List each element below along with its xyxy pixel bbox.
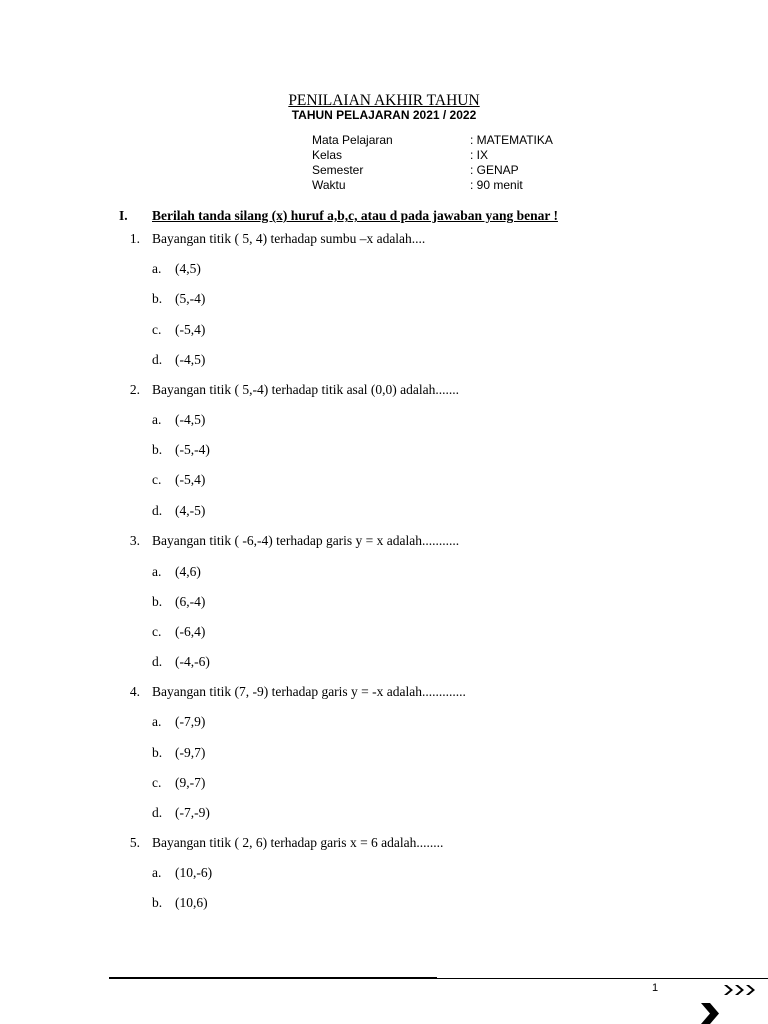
option-letter: a.	[152, 261, 162, 276]
option-letter: d.	[152, 352, 163, 367]
option-text: (-4,-6)	[175, 654, 210, 669]
info-label: Waktu	[312, 178, 346, 192]
triple-chevron-icon	[723, 984, 761, 996]
option-text: (4,-5)	[175, 503, 206, 518]
question-number: 1.	[129, 231, 140, 246]
option-letter: a.	[152, 865, 162, 880]
option-text: (-7,9)	[175, 714, 206, 729]
info-value: : 90 menit	[470, 178, 523, 192]
option-letter: c.	[152, 775, 162, 790]
option-text: (6,-4)	[175, 594, 206, 609]
option-text: (5,-4)	[175, 291, 206, 306]
question-text: Bayangan titik ( 5,-4) terhadap titik asal (0,0) adalah.......	[152, 382, 460, 397]
option-letter: d.	[152, 654, 163, 669]
option-letter: b.	[152, 895, 163, 910]
option-letter: b.	[152, 291, 163, 306]
question-number: 4.	[129, 684, 140, 699]
option-text: (4,5)	[175, 261, 201, 276]
info-row-class	[312, 148, 612, 163]
option-letter: b.	[152, 745, 163, 760]
info-row-time	[312, 178, 612, 193]
info-row-subject	[312, 133, 612, 148]
option-text: (-7,-9)	[175, 805, 210, 820]
option-letter: c.	[152, 322, 162, 337]
footer-divider	[109, 977, 437, 979]
option-letter: c.	[152, 472, 162, 487]
option-letter: d.	[152, 805, 163, 820]
option-text: (4,6)	[175, 564, 201, 579]
info-row-semester	[312, 163, 612, 178]
option-text: (-5,4)	[175, 322, 206, 337]
page-subtitle: TAHUN PELAJARAN 2021 / 2022	[291, 108, 477, 122]
question-number: 3.	[129, 533, 140, 548]
option-text: (-6,4)	[175, 624, 206, 639]
option-letter: a.	[152, 412, 162, 427]
option-text: (10,6)	[175, 895, 208, 910]
footer-divider-thin	[437, 978, 768, 979]
question-number: 5.	[129, 835, 140, 850]
option-letter: b.	[152, 594, 163, 609]
option-text: (9,-7)	[175, 775, 206, 790]
info-value: : MATEMATIKA	[470, 133, 553, 147]
question-text: Bayangan titik ( 5, 4) terhadap sumbu –x adalah....	[152, 231, 426, 246]
option-text: (-5,4)	[175, 472, 206, 487]
question-text: Bayangan titik (7, -9) terhadap garis y = -x adalah.............	[152, 684, 466, 699]
chevron-right-icon	[700, 1003, 720, 1024]
option-letter: b.	[152, 442, 163, 457]
page-number: 1	[652, 982, 659, 994]
question-text: Bayangan titik ( 2, 6) terhadap garis x = 6 adalah........	[152, 835, 444, 850]
question-number: 2.	[129, 382, 140, 397]
option-letter: d.	[152, 503, 163, 518]
exam-info	[312, 133, 612, 193]
section-instruction: Berilah tanda silang (x) huruf a,b,c, atau d pada jawaban yang benar !	[152, 208, 558, 223]
option-text: (-4,5)	[175, 412, 206, 427]
option-text: (10,-6)	[175, 865, 213, 880]
option-letter: c.	[152, 624, 162, 639]
page-title: PENILAIAN AKHIR TAHUN	[288, 92, 480, 109]
info-value: : IX	[470, 148, 489, 162]
info-value: : GENAP	[470, 163, 519, 177]
question-text: Bayangan titik ( -6,-4) terhadap garis y = x adalah...........	[152, 533, 460, 548]
option-letter: a.	[152, 714, 162, 729]
option-letter: a.	[152, 564, 162, 579]
info-label: Mata Pelajaran	[312, 133, 393, 147]
option-text: (-9,7)	[175, 745, 206, 760]
section-number: I.	[119, 208, 128, 223]
option-text: (-4,5)	[175, 352, 206, 367]
info-label: Semester	[312, 163, 364, 177]
option-text: (-5,-4)	[175, 442, 210, 457]
info-label: Kelas	[312, 148, 343, 162]
